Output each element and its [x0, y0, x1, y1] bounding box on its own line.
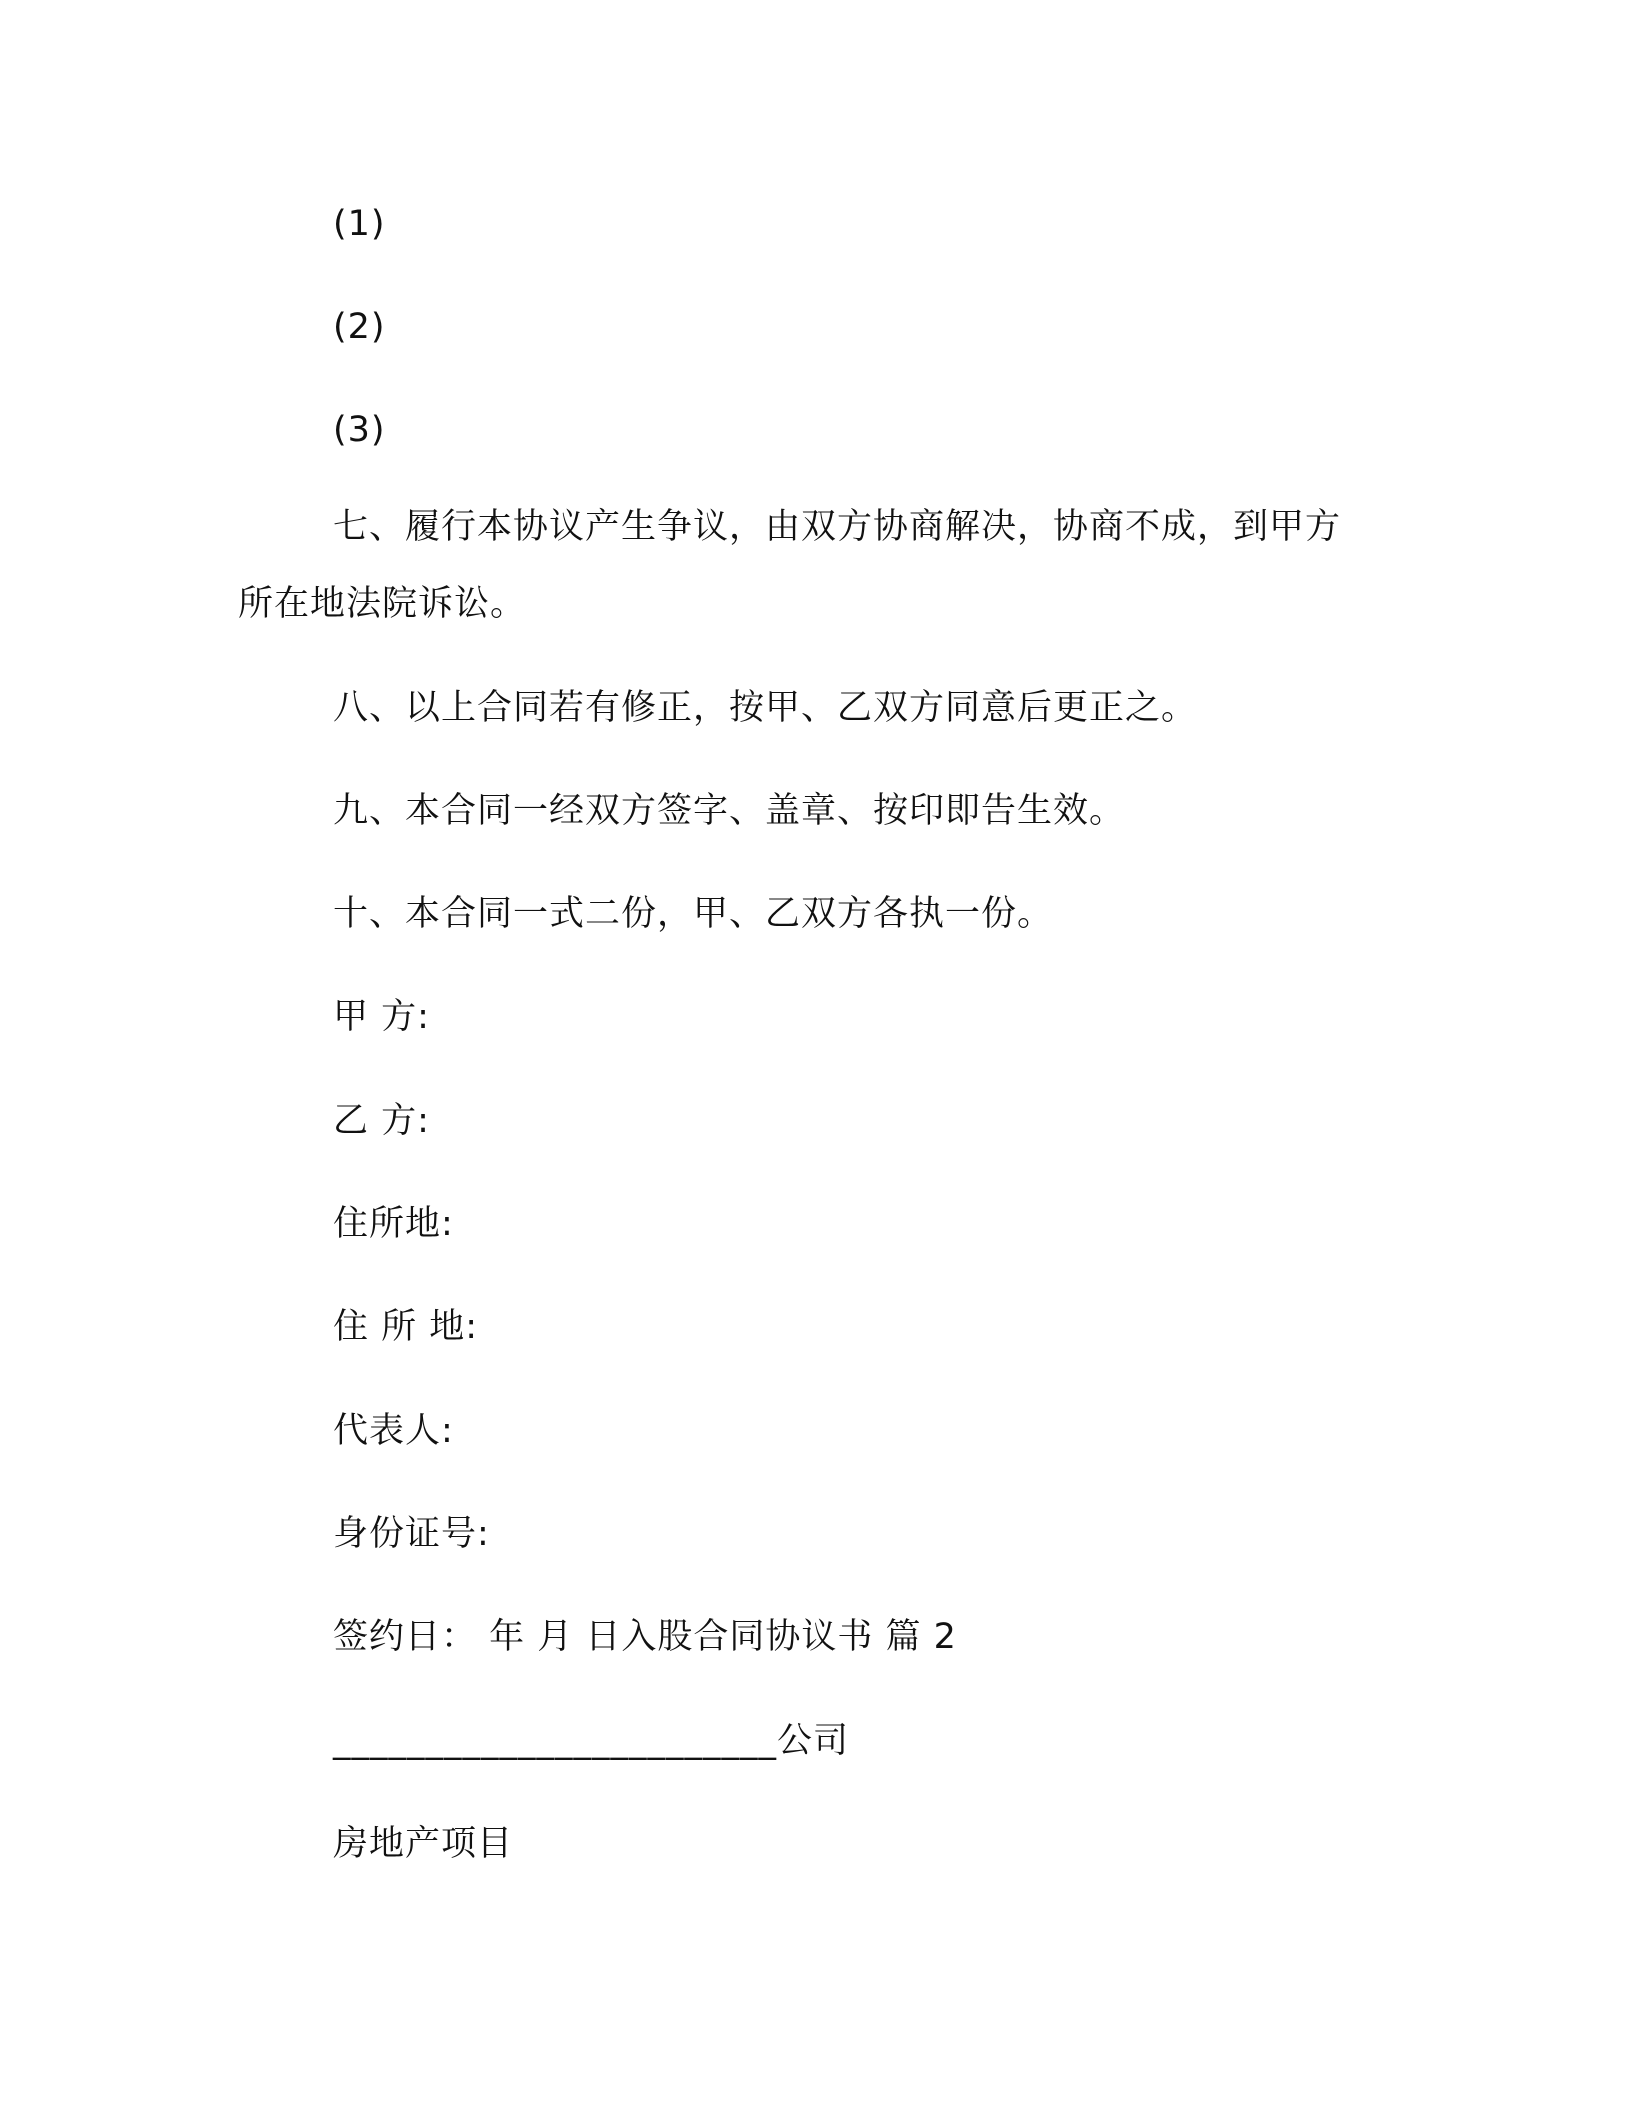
- item-1: (1): [333, 204, 386, 244]
- project-title: 房地产项目: [333, 1824, 514, 1864]
- address-a-label: 住所地:: [333, 1204, 454, 1244]
- item-3: (3): [333, 410, 386, 450]
- clause-7-line-1: 七、履行本协议产生争议，由双方协商解决，协商不成，到甲方: [333, 507, 1342, 547]
- signing-date-line: 签约日： 年 月 日入股合同协议书 篇 2: [333, 1617, 957, 1657]
- clause-7-line-2: 所在地法院诉讼。: [238, 584, 527, 624]
- address-b-label: 住 所 地:: [333, 1307, 479, 1347]
- party-b-label: 乙 方:: [333, 1101, 430, 1141]
- party-a-label: 甲 方:: [333, 997, 430, 1037]
- company-line: ________________________公司: [333, 1721, 850, 1761]
- clause-10: 十、本合同一式二份，甲、乙双方各执一份。: [333, 894, 1054, 934]
- clause-9: 九、本合同一经双方签字、盖章、按印即告生效。: [333, 791, 1126, 831]
- representative-label: 代表人:: [333, 1411, 454, 1451]
- clause-8: 八、以上合同若有修正，按甲、乙双方同意后更正之。: [333, 688, 1198, 728]
- id-number-label: 身份证号:: [333, 1514, 490, 1554]
- item-2: (2): [333, 307, 386, 347]
